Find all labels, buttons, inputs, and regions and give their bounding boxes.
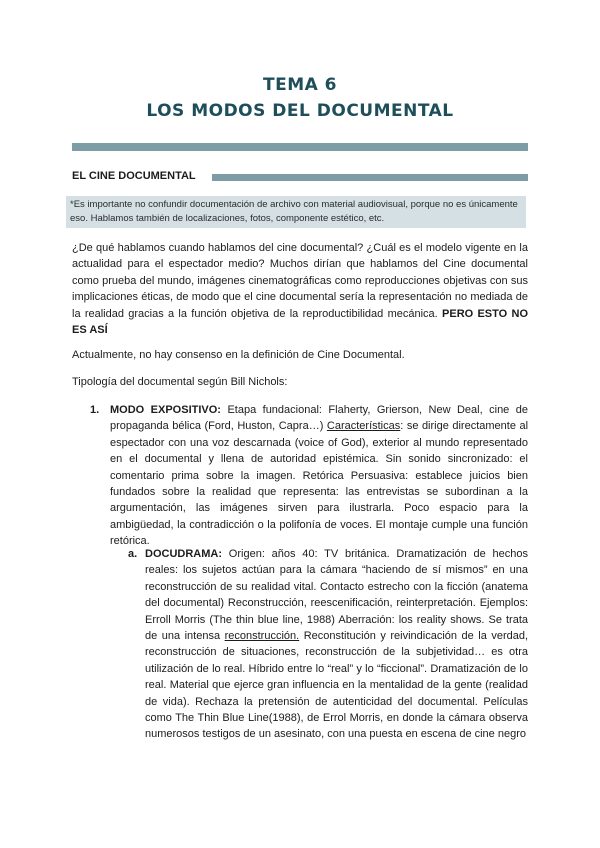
page-title: LOS MODOS DEL DOCUMENTAL: [146, 101, 454, 121]
page-title-topic: TEMA 6: [262, 75, 338, 95]
list-item-text: Etapa fundacional: Flaherty, Grierson, New Deal, cine de propaganda bélica (Ford, Huston, Capra…): [110, 404, 528, 433]
sublist-item-text-cont: Reconstitución y reivindicación de la verdad, reconstrucción de situaciones, reconstrucción de la subjetividad… es otra utilización de lo real. Híbrido entre lo “real” y lo “ficcional”. Dramatización de lo real. Material que ejerce gran influencia en la mentalidad de la gente (realidad de vida). Rechaza la pretensión de autenticidad del documental. Películas como The Thin Blue Line(1988), de Errol Morris, en donde la cámara observa numerosos testigos de un asesinato, con una puesta en escena de cine negro: [145, 630, 529, 741]
sublist-item-docudrama: [145, 546, 528, 743]
consensus-paragraph: Actualmente, no hay consenso en la definición de Cine Documental.: [72, 349, 405, 361]
note-box: *Es importante no confundir documentación de archivo con material audiovisual, porque no es únicamente eso. Hablamos también de localizaciones, fotos, componente estético, etc.: [66, 196, 526, 228]
section-heading: EL CINE DOCUMENTAL: [72, 170, 196, 182]
underlined-term: reconstrucción.: [224, 630, 300, 643]
sublist-letter: a.: [128, 548, 138, 560]
list-item-text-cont: : se dirige directamente al espectador con una voz descarnada (voice of God), exterior al mundo representado en el documental y llena de autoridad epistémica. Sin sonido sincronizado: el comentario prima sobre la imagen. Retórica Persuasiva: establece juicios bien fundados sobre la realidad que representa: las entrevistas se subordinan a la argumentación, las imágenes sirven para ilustrarla. Poco espacio para la ambigüedad, la contradicción o la polifonía de voces. El montaje cumple una función retórica.: [110, 420, 529, 548]
sublist-item-label: DOCUDRAMA:: [145, 548, 222, 560]
list-number: 1.: [90, 404, 100, 416]
intro-paragraph: [72, 240, 528, 338]
sublist-item-text: Origen: años 40: TV británica. Dramatización de hechos reales: los sujetos actúan para la cámara “haciendo de sí mismos” en una reconstrucción de su realidad vital. Contacto estrecho con la ficción (anatema del documental) Reconstrucción, reescenificación, reinterpretación. Ejemplos: Erroll Morris (The thin blue line, 1988) Aberración: los reality shows. Se trata de una intensa: [145, 548, 529, 643]
list-item-label: MODO EXPOSITIVO:: [110, 404, 221, 416]
list-item-expositive: [110, 402, 528, 550]
intro-emphasis: PERO ESTO NO ES ASÍ: [72, 307, 529, 337]
title-divider: [72, 143, 528, 151]
typology-paragraph: Tipología del documental según Bill Nichols:: [72, 376, 288, 388]
intro-text: ¿De qué hablamos cuando hablamos del cine documental? ¿Cuál es el modelo vigente en la actualidad para el espectador medio? Muchos dirían que hablamos del Cine documental como prueba del mundo, imágenes cinematográficas como reproducciones objetivas con sus implicaciones éticas, de modo que el cine documental sería la representación no mediada de la realidad gracias a la función objetiva de la reproductibilidad mecánica.: [72, 242, 528, 320]
underlined-term: Características: [326, 420, 401, 433]
section-divider: [212, 174, 528, 181]
